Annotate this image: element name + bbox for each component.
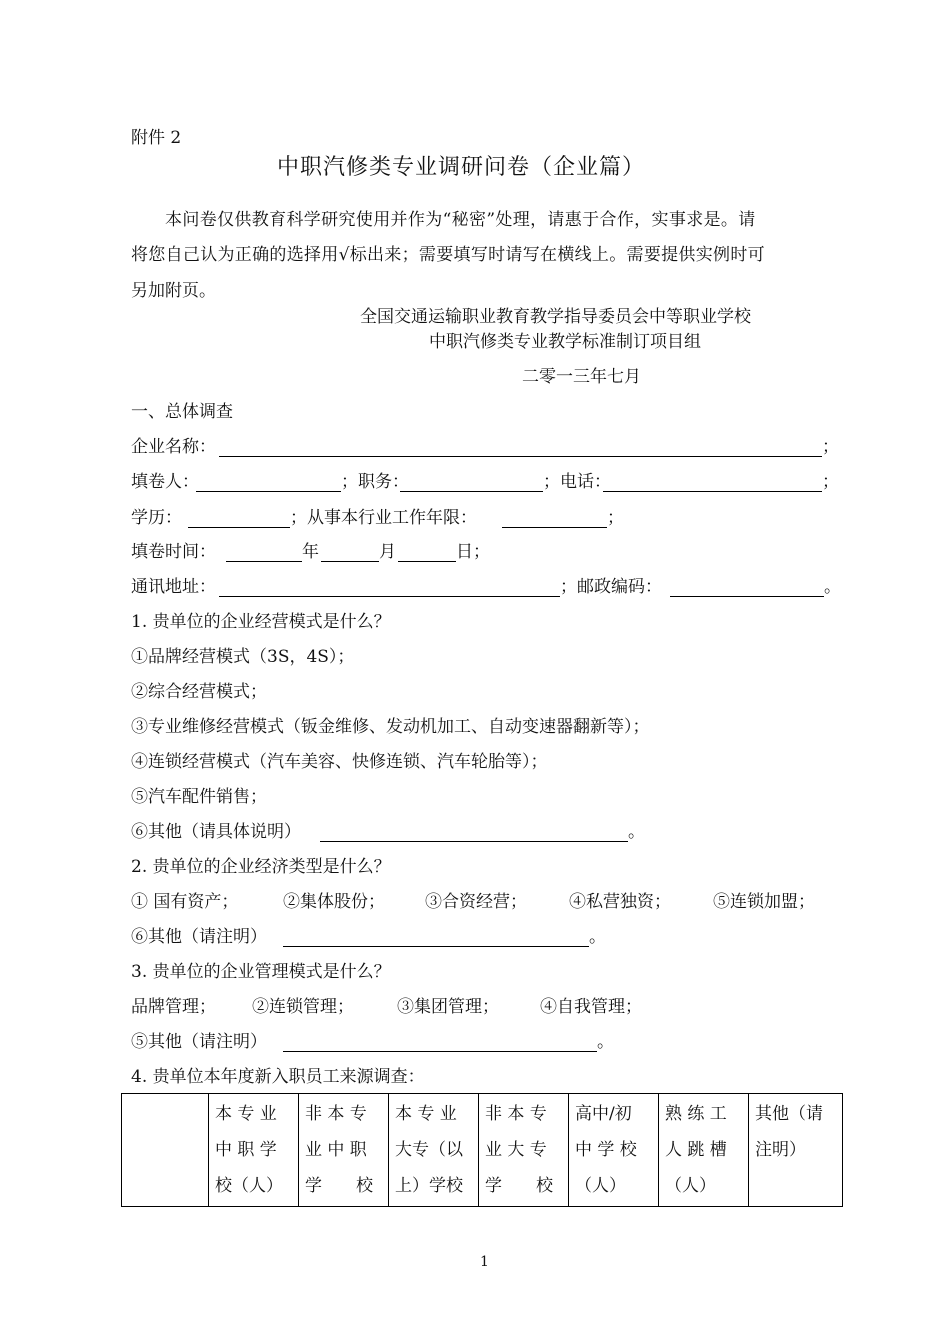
signature-org-1: 全国交通运输职业教育教学指导委员会中等职业学校: [360, 307, 751, 327]
filler-label: 填卷人：: [131, 472, 199, 492]
q1-option-4[interactable]: ④连锁经营模式（汽车美容、快修连锁、汽车轮胎等）；: [131, 752, 548, 772]
address-field[interactable]: [219, 596, 560, 597]
q1-question: 1. 贵单位的企业经营模式是什么？: [131, 612, 391, 632]
years-label: ；从事本行业工作年限：: [290, 508, 477, 528]
company-name-field[interactable]: [219, 456, 822, 457]
q2-end: 。: [589, 927, 606, 947]
q4-question: 4. 贵单位本年度新入职员工来源调查：: [131, 1067, 425, 1087]
q3-end: 。: [597, 1032, 614, 1052]
recruitment-source-table: [121, 1093, 843, 1207]
q1-option-1[interactable]: ①品牌经营模式（3S，4S）；: [131, 647, 355, 667]
q3-question: 3. 贵单位的企业管理模式是什么？: [131, 962, 391, 982]
table-header-cell: 非 本 专 业 大 专 学 校: [479, 1094, 569, 1207]
table-header-cell: 本 专 业 中 职 学 校（人）: [209, 1094, 299, 1207]
q1-option-2[interactable]: ②综合经营模式；: [131, 682, 267, 702]
q3-option-2[interactable]: ②连锁管理；: [252, 997, 354, 1017]
q1-option-6[interactable]: ⑥其他（请具体说明）: [131, 822, 301, 842]
table-header-cell: 其他（请 注明）: [749, 1094, 843, 1207]
section-heading: 一、总体调查: [131, 402, 233, 422]
table-header-cell: 非 本 专 业 中 职 学 校: [299, 1094, 389, 1207]
q3-option-4[interactable]: ④自我管理；: [540, 997, 642, 1017]
phone-end: ；: [822, 472, 839, 492]
table-corner-cell: [122, 1094, 209, 1207]
intro-line-3: 另加附页。: [131, 281, 216, 301]
q3-other-field[interactable]: [283, 1051, 597, 1052]
q1-other-field[interactable]: [320, 841, 628, 842]
fill-time-label: 填卷时间：: [131, 542, 216, 562]
q2-option-4[interactable]: ④私营独资；: [569, 892, 671, 912]
table-header-row: [122, 1094, 843, 1207]
phone-field[interactable]: [603, 491, 822, 492]
signature-date: 二零一三年七月: [522, 367, 641, 387]
company-name-label: 企业名称：: [131, 437, 216, 457]
years-field[interactable]: [502, 527, 607, 528]
table-header-cell: 熟 练 工 人 跳 槽 （人）: [659, 1094, 749, 1207]
education-field[interactable]: [188, 527, 290, 528]
postcode-label: ；邮政编码：: [560, 577, 662, 597]
postcode-field[interactable]: [670, 596, 824, 597]
position-field[interactable]: [400, 491, 543, 492]
q3-option-1[interactable]: 品牌管理；: [131, 997, 216, 1017]
address-end: 。: [824, 577, 841, 597]
phone-label: ；电话：: [543, 472, 611, 492]
signature-org-2: 中职汽修类专业教学标准制订项目组: [429, 332, 701, 352]
intro-line-2: 将您自己认为正确的选择用√标出来；需要填写时请写在横线上。需要提供实例时可: [131, 245, 765, 265]
day-label: 日；: [456, 542, 490, 562]
filler-field[interactable]: [196, 491, 341, 492]
q2-option-3[interactable]: ③合资经营；: [425, 892, 527, 912]
education-label: 学历：: [131, 508, 182, 528]
q2-question: 2. 贵单位的企业经济类型是什么？: [131, 857, 391, 877]
q1-option-5[interactable]: ⑤汽车配件销售；: [131, 787, 267, 807]
q2-option-2[interactable]: ②集体股份；: [283, 892, 385, 912]
month-label: 月: [379, 542, 396, 562]
q3-other-label[interactable]: ⑤其他（请注明）: [131, 1032, 267, 1052]
company-name-end: ；: [822, 437, 839, 457]
address-label: 通讯地址：: [131, 577, 216, 597]
table-header-cell: 高中/初 中 学 校 （人）: [569, 1094, 659, 1207]
page-number: 1: [480, 1254, 489, 1270]
q2-option-5[interactable]: ⑤连锁加盟；: [713, 892, 815, 912]
q1-end: 。: [628, 822, 645, 842]
intro-line-1: 本问卷仅供教育科学研究使用并作为“秘密”处理，请惠于合作，实事求是。请: [165, 210, 756, 230]
attachment-label: 附件 2: [131, 128, 182, 148]
year-label: 年: [302, 542, 319, 562]
year-field[interactable]: [226, 561, 302, 562]
years-end: ；: [607, 508, 624, 528]
table-header-cell: 本 专 业 大专（以 上）学校: [389, 1094, 479, 1207]
q3-option-3[interactable]: ③集团管理；: [397, 997, 499, 1017]
day-field[interactable]: [398, 561, 456, 562]
q2-option-1[interactable]: ① 国有资产；: [131, 892, 239, 912]
q1-option-3[interactable]: ③专业维修经营模式（钣金维修、发动机加工、自动变速器翻新等）；: [131, 717, 650, 737]
q2-other-label[interactable]: ⑥其他（请注明）: [131, 927, 267, 947]
position-label: ；职务：: [341, 472, 409, 492]
month-field[interactable]: [321, 561, 379, 562]
page-title: 中职汽修类专业调研问卷（企业篇）: [277, 155, 646, 180]
q2-other-field[interactable]: [283, 946, 589, 947]
